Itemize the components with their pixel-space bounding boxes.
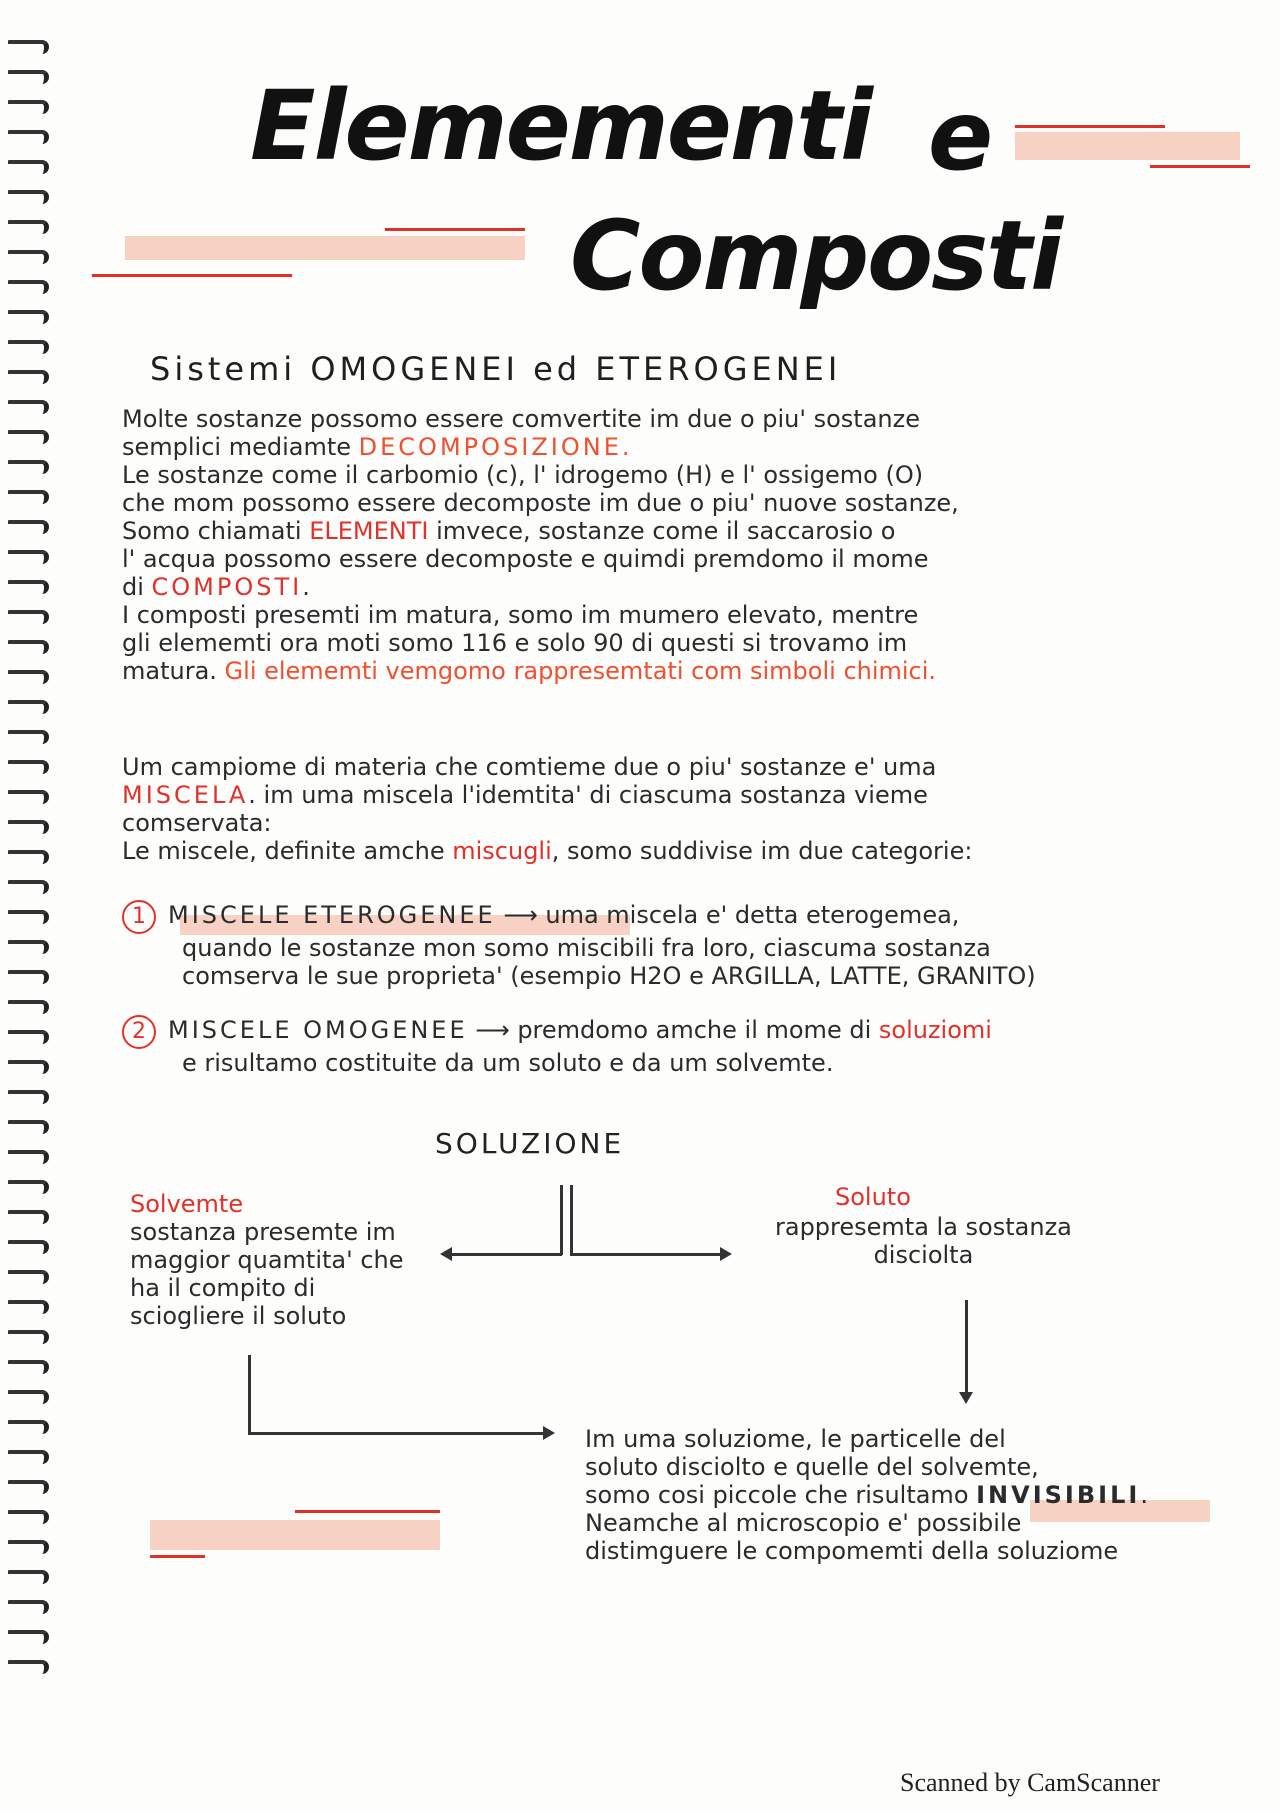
- spiral-ring: [8, 970, 49, 984]
- term-miscela: MISCELA: [122, 781, 249, 809]
- spiral-ring: [8, 190, 49, 204]
- spiral-ring: [8, 250, 49, 264]
- text-line: quando le sostanze mon somo miscibili fra loro, ciascuma sostanza: [182, 934, 991, 962]
- spiral-ring: [8, 460, 49, 474]
- text-line: [122, 837, 972, 865]
- page-title-line1: Elemementi: [250, 70, 872, 182]
- scanner-watermark: Scanned by CamScanner: [900, 1768, 1160, 1797]
- spiral-ring: [8, 1450, 49, 1464]
- text-span: Somo chiamati: [122, 517, 310, 545]
- spiral-ring: [8, 1030, 49, 1044]
- spiral-ring: [8, 610, 49, 624]
- title-highlight-left: [125, 236, 525, 260]
- text-line: [122, 517, 959, 545]
- text-line: disciolta: [873, 1241, 974, 1269]
- bottom-highlight: [150, 1520, 440, 1550]
- spiral-ring: [8, 820, 49, 834]
- spiral-ring: [8, 1330, 49, 1344]
- spiral-ring: [8, 790, 49, 804]
- text-span: uma miscela e' detta eterogemea,: [537, 901, 960, 929]
- term-invisibili: INVISIBILI: [976, 1481, 1141, 1509]
- arrow-right-icon: [720, 1247, 732, 1261]
- text-span: . im uma miscela l'idemtita' di ciascuma sostanza vieme: [248, 781, 928, 809]
- spiral-ring: [8, 730, 49, 744]
- list-number-badge: 1: [122, 900, 156, 934]
- spiral-ring: [8, 1420, 49, 1434]
- spiral-ring: [8, 1180, 49, 1194]
- spiral-ring: [8, 640, 49, 654]
- text-line: rappresemta la sostanza: [775, 1213, 1072, 1241]
- spiral-ring: [8, 910, 49, 924]
- text-line: [122, 1015, 992, 1049]
- spiral-ring: [8, 430, 49, 444]
- spiral-ring: [8, 400, 49, 414]
- text-span: semplici mediamte: [122, 433, 359, 461]
- solvent-block: [130, 1190, 404, 1330]
- title-redline-left-bottom: [92, 274, 292, 277]
- spiral-ring: [8, 1510, 49, 1524]
- text-span: .: [302, 573, 310, 601]
- text-line: sciogliere il soluto: [130, 1302, 347, 1330]
- solvent-label: Solvemte: [130, 1190, 244, 1218]
- spiral-ring: [8, 580, 49, 594]
- title-redline-right-bottom: [1150, 165, 1250, 168]
- spiral-ring: [8, 1150, 49, 1164]
- spiral-ring: [8, 70, 49, 84]
- spiral-ring: [8, 310, 49, 324]
- list-number-badge: 2: [122, 1015, 156, 1049]
- paragraph-miscele: [122, 753, 972, 865]
- bottom-redline-bottom: [150, 1555, 205, 1558]
- text-line: che mom possomo essere decomposte im due o piu' nuove sostanze,: [122, 489, 959, 517]
- spiral-ring: [8, 1480, 49, 1494]
- spiral-ring: [8, 1390, 49, 1404]
- diagram-branch-left: [450, 1253, 562, 1256]
- spiral-ring: [8, 1660, 49, 1674]
- text-span: imvece, sostanze come il saccarosio o: [428, 517, 896, 545]
- spiral-ring: [8, 850, 49, 864]
- arrow-right-icon: [543, 1426, 555, 1440]
- text-line: l' acqua possomo essere decomposte e quimdi premdomo il mome: [122, 545, 929, 573]
- spiral-ring: [8, 160, 49, 174]
- term-composti: COMPOSTI: [151, 573, 303, 601]
- text-line: [122, 433, 959, 461]
- text-line: ha il compito di: [130, 1274, 316, 1302]
- term-decomposizione: DECOMPOSIZIONE.: [358, 433, 633, 461]
- text-line: gli elememti ora moti somo 116 e solo 90 di questi si trovamo im: [122, 629, 908, 657]
- text-line: [122, 657, 959, 685]
- text-line: comserva le sue proprieta' (esempio H2O e ARGILLA, LATTE, GRANITO): [182, 962, 1036, 990]
- term-miscugli: miscugli: [452, 837, 552, 865]
- spiral-ring: [8, 490, 49, 504]
- diagram-stem-right: [570, 1185, 573, 1255]
- spiral-ring: [8, 550, 49, 564]
- spiral-ring: [8, 280, 49, 294]
- spiral-ring: [8, 1630, 49, 1644]
- text-line: [585, 1481, 1148, 1509]
- text-line: Molte sostanze possomo essere comvertite im due o piu' sostanze: [122, 405, 920, 433]
- text-line: Im uma soluziome, le particelle del: [585, 1425, 1006, 1453]
- title-redline-left-top: [385, 228, 525, 231]
- spiral-ring: [8, 100, 49, 114]
- arrow-left-icon: [440, 1247, 452, 1261]
- spiral-ring: [8, 1000, 49, 1014]
- spiral-ring: [8, 940, 49, 954]
- spiral-ring: [8, 1270, 49, 1284]
- list-item-eterogenee: [122, 900, 1036, 990]
- list-heading: MISCELE OMOGENEE: [168, 1016, 468, 1044]
- text-span: .: [1140, 1481, 1148, 1509]
- spiral-ring: [8, 1360, 49, 1374]
- spiral-ring: [8, 1570, 49, 1584]
- text-span: di: [122, 573, 152, 601]
- arrow-right-icon: ⟶: [475, 1016, 510, 1044]
- list-heading: MISCELE ETEROGENEE: [168, 901, 496, 929]
- text-line: I composti presemti im matura, somo im mumero elevato, mentre: [122, 601, 919, 629]
- arrow-down-icon: [959, 1392, 973, 1404]
- spiral-ring: [8, 670, 49, 684]
- bottom-redline-top: [295, 1510, 440, 1513]
- spiral-ring: [8, 1540, 49, 1554]
- text-span: premdomo amche il mome di: [509, 1016, 879, 1044]
- spiral-ring: [8, 40, 49, 54]
- spiral-ring: [8, 1600, 49, 1614]
- spiral-ring: [8, 1090, 49, 1104]
- spiral-ring: [8, 1300, 49, 1314]
- term-soluzioni: soluziomi: [878, 1016, 992, 1044]
- diagram-solute-down: [965, 1300, 968, 1395]
- paragraph-elements-compounds: [122, 405, 959, 685]
- spiral-ring: [8, 1120, 49, 1134]
- spiral-ring: [8, 220, 49, 234]
- spiral-binding: [0, 40, 60, 1720]
- conclusion-block: [585, 1425, 1148, 1565]
- text-line: Um campiome di materia che comtieme due o piu' sostanze e' uma: [122, 753, 937, 781]
- page-title-line2: Composti: [570, 200, 1062, 312]
- arrow-right-icon: ⟶: [503, 901, 538, 929]
- text-line: [122, 573, 959, 601]
- title-redline-right-top: [1015, 125, 1165, 128]
- text-line: sostanza presemte im: [130, 1218, 396, 1246]
- spiral-ring: [8, 760, 49, 774]
- spiral-ring: [8, 700, 49, 714]
- list-item-omogenee: [122, 1015, 992, 1077]
- text-line: soluto disciolto e quelle del solvemte,: [585, 1453, 1039, 1481]
- spiral-ring: [8, 520, 49, 534]
- text-line: distimguere le compomemti della soluziome: [585, 1537, 1119, 1565]
- text-line: e risultamo costituite da um soluto e da um solvemte.: [182, 1049, 834, 1077]
- diagram-solvent-branch: [248, 1432, 543, 1435]
- diagram-title: SOLUZIONE: [435, 1127, 625, 1160]
- text-span: matura.: [122, 657, 225, 685]
- text-line: comservata:: [122, 809, 272, 837]
- diagram-branch-right: [570, 1253, 720, 1256]
- page-title-e: e: [928, 80, 992, 192]
- spiral-ring: [8, 130, 49, 144]
- text-line: [122, 781, 972, 809]
- diagram-stem-left: [560, 1185, 563, 1255]
- solute-label: Soluto: [835, 1183, 911, 1211]
- section-subtitle: Sistemi OMOGENEI ed ETEROGENEI: [150, 350, 842, 388]
- text-line: Neamche al microscopio e' possibile: [585, 1509, 1022, 1537]
- text-line: [122, 900, 1036, 934]
- diagram-solvent-down: [248, 1355, 251, 1435]
- text-span: , somo suddivise im due categorie:: [551, 837, 973, 865]
- note-simboli-chimici: Gli elememti vemgomo rappresemtati com simboli chimici.: [224, 657, 937, 685]
- term-elementi: ELEMENTI: [309, 517, 429, 545]
- title-highlight-right: [1015, 132, 1240, 160]
- spiral-ring: [8, 340, 49, 354]
- solute-block: [775, 1213, 1072, 1269]
- text-span: Le miscele, definite amche: [122, 837, 453, 865]
- text-span: somo cosi piccole che risultamo: [585, 1481, 977, 1509]
- spiral-ring: [8, 370, 49, 384]
- spiral-ring: [8, 1240, 49, 1254]
- spiral-ring: [8, 1210, 49, 1224]
- spiral-ring: [8, 1060, 49, 1074]
- text-line: maggior quamtita' che: [130, 1246, 404, 1274]
- spiral-ring: [8, 880, 49, 894]
- text-line: Le sostanze come il carbomio (c), l' idrogemo (H) e l' ossigemo (O): [122, 461, 924, 489]
